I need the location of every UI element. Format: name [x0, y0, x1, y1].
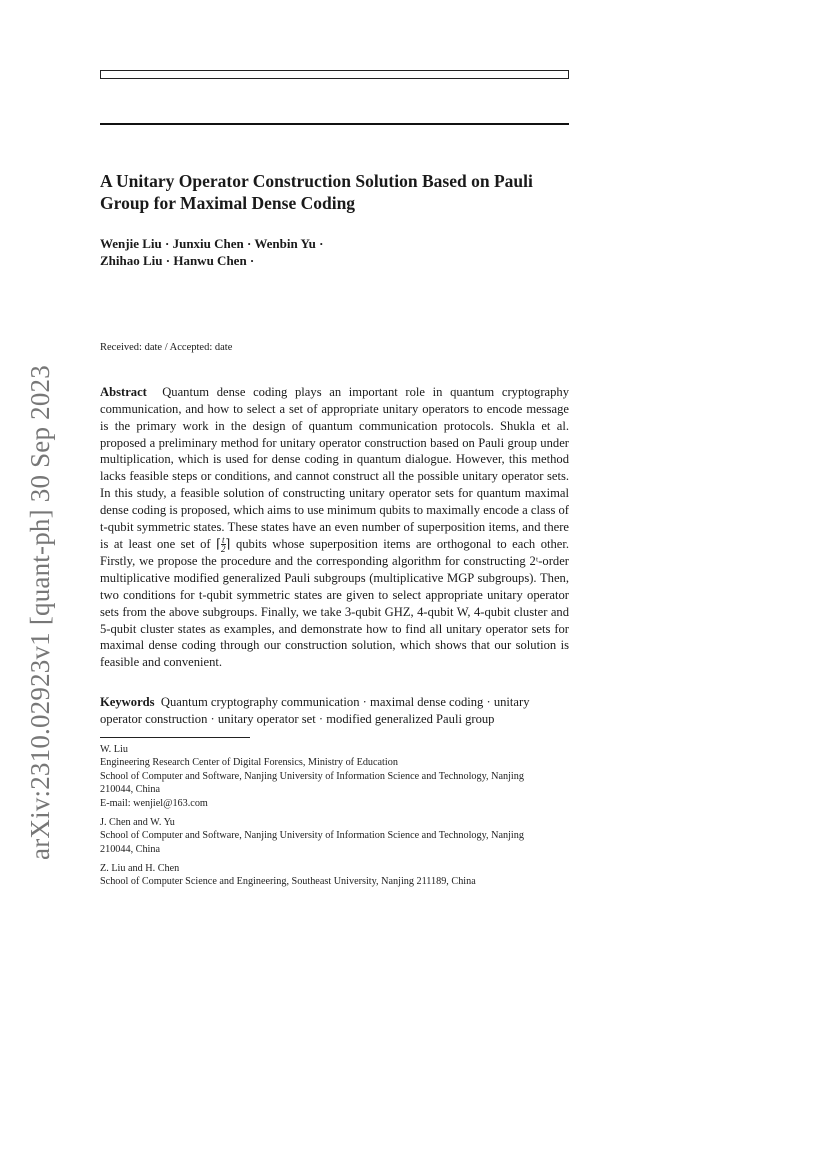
fraction-denominator: 2 [221, 544, 226, 555]
header-rule [100, 123, 569, 125]
keywords-label: Keywords [100, 695, 155, 709]
author-line-1: Wenjie Liu · Junxiu Chen · Wenbin Yu · [100, 236, 324, 251]
abstract-label: Abstract [100, 385, 147, 399]
affiliation-line: School of Computer Science and Engineering, Southeast University, Nanjing 211189, China [100, 876, 476, 888]
received-date: Received: date / Accepted: date [100, 342, 233, 353]
abstract-text-part1: Quantum dense coding plays an important role in quantum cryptography communication, and how to select a set of appropriate unitary operators to encode message is the primary work in the design of quantum communication protocols. Shukla et al. proposed a preliminary method for unitary operator construction based on Pauli group under multiplication, which is used for dense coding in quantum dialogue. However, this method lacks feasible steps or conditions, and cannot construct all the possible unitary operator sets. In this study, a feasible solution of constructing unitary operator sets for quantum maximal dense coding is proposed, which aims to use minimum qubits to maximally encode a class of t-qubit symmetric states. These states have an even number of superposition items, and there is at least one set of [100, 385, 570, 551]
abstract: Abstract Quantum dense coding plays an important role in quantum cryptography communication, and how to select a set of appropriate unitary operators to encode message is the primary work in the design of quantum communication protocols. Shukla et al. proposed a preliminary method for unitary operator construction based on Pauli group under multiplication, which is used for dense coding in quantum dialogue. However, this method lacks feasible steps or conditions, and cannot construct all the possible unitary operator sets. In this study, a feasible solution of constructing unitary operator sets for quantum maximal dense coding is proposed, which aims to use minimum qubits to maximally encode a class of t-qubit symmetric states. These states have an even number of superposition items, and there is at least one set of ⌈ $\frac{t}{2}$ ⌉ qubits whose superposition items are orthogonal to each other. Firstly, we propose the procedure and the corresponding algorithm for constructing 2ᵗ-order multiplicative modified generalized Pauli subgroups (multiplicative MGP subgroups). Then, two conditions for t-qubit symmetric states are given to select appropriate unitary operator sets from the above subgroups. Finally, we take 3-qubit GHZ, 4-qubit W, 4-qubit cluster and 5-qubit cluster states as examples, and demonstrate how to find all unitary operator sets for maximal dense coding through our construction solution, which shows that our solution is feasible and convenient. [100, 385, 570, 670]
keywords-text: Quantum cryptography communication · maximal dense coding · unitary operator construction · unitary operator set · modified generalized Pauli group [100, 695, 530, 726]
ceil-fraction [221, 536, 226, 553]
header-box-rule [100, 70, 569, 79]
arxiv-sidebar-stamp [18, 352, 62, 872]
footnote-rule [100, 737, 250, 738]
affiliation-email: E-mail: wenjiel@163.com [100, 797, 208, 809]
affiliation-name: Z. Liu and H. Chen [100, 863, 180, 874]
paper-title: A Unitary Operator Construction Solution Based on Pauli Group for Maximal Dense Coding [100, 171, 533, 213]
affiliation-line: Engineering Research Center of Digital Forensics, Ministry of Education [100, 757, 398, 769]
abstract-text-part2: qubits whose superposition items are orthogonal to each other. Firstly, we propose the procedure and the corresponding algorithm for constructing 2ᵗ-order multiplicative modified generalized Pauli subgroups (multiplicative MGP subgroups). Then, two conditions for t-qubit symmetric states are given to select appropriate unitary operator sets from the above subgroups. Finally, we take 3-qubit GHZ, 4-qubit W, 4-qubit cluster and 5-qubit cluster states as examples, and demonstrate how to find all unitary operator sets for maximal dense coding through our construction solution, which shows that our solution is feasible and convenient. [100, 536, 570, 670]
affiliation-block [100, 862, 569, 889]
author-line-2: Zhihao Liu · Hanwu Chen · [100, 253, 255, 268]
arxiv-identifier: arXiv:2310.02923v1 [quant-ph] 30 Sep 2023 [24, 364, 55, 860]
affiliation-block [100, 816, 569, 856]
affiliation-name: W. Liu [100, 744, 128, 755]
fraction-numerator: t [222, 535, 225, 546]
author-list [100, 235, 570, 269]
affiliation-name: J. Chen and W. Yu [100, 817, 175, 828]
affiliation-line: School of Computer and Software, Nanjing University of Information Science and Technology, Nanjing [100, 770, 524, 782]
affiliation-line: 210044, China [100, 843, 160, 855]
affiliation-block [100, 743, 569, 810]
affiliation-line: 210044, China [100, 784, 160, 796]
affiliation-line: School of Computer and Software, Nanjing University of Information Science and Technology, Nanjing [100, 830, 524, 842]
keywords [100, 694, 569, 728]
